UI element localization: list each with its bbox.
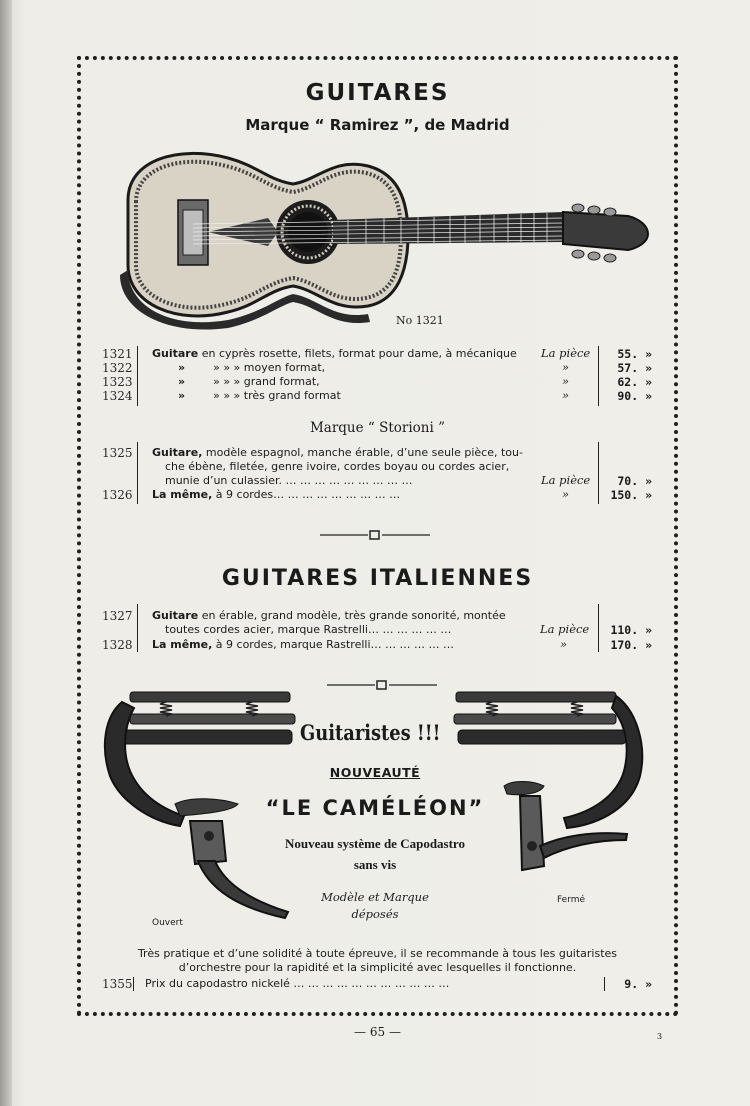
item-unit-1328: » — [560, 637, 568, 651]
capo-product-name: “LE CAMÉLÉON” — [265, 796, 485, 820]
item-description-1325-line1: Guitare, modèle espagnol, manche érable, d’une seule pièce, tou- — [152, 446, 523, 459]
item-price-1321: 55. » — [617, 347, 652, 361]
item-number-1324: 1324 — [102, 389, 133, 403]
item-description-1321: Guitare en cyprès rosette, filets, format pour dame, à mécanique — [152, 347, 517, 360]
item-unit-1323: » — [562, 374, 570, 388]
number-column-divider-3 — [137, 604, 138, 652]
item-number-1328: 1328 — [102, 638, 133, 652]
item-price-1327: 110. » — [610, 623, 652, 637]
section-subtitle-ramirez: Marque “ Ramirez ”, de Madrid — [245, 116, 510, 134]
capo-open-label: Ouvert — [152, 918, 183, 928]
capo-model-line2: déposés — [351, 907, 399, 921]
item-number-1323: 1323 — [102, 375, 133, 389]
section-title-guitares: GUITARES — [305, 80, 450, 106]
item-unit-1326: » — [562, 487, 570, 501]
number-column-divider-4 — [133, 977, 134, 991]
item-price-1323: 62. » — [617, 375, 652, 389]
ornament-divider — [320, 530, 430, 540]
capo-heading: Guitaristes !!! — [300, 720, 441, 745]
number-column-divider — [137, 346, 138, 406]
item-price-1328: 170. » — [610, 638, 652, 652]
item-unit-1327: La pièce — [540, 622, 590, 636]
capo-paragraph-line2: d’orchestre pour la rapidité et la simplicité avec lesquelles il fonctionne. — [178, 961, 577, 974]
corner-mark: 3 — [657, 1032, 663, 1041]
item-price-1324: 90. » — [617, 389, 652, 403]
item-number-1326: 1326 — [102, 488, 133, 502]
capo-description-line2: sans vis — [353, 857, 397, 872]
item-unit-1325: La pièce — [541, 473, 591, 487]
guitar-headstock — [563, 204, 648, 262]
capo-description-line1: Nouveau système de Capodastro — [285, 836, 465, 851]
price-column-divider-3 — [598, 604, 599, 652]
capo-paragraph-line1: Très pratique et d’une solidité à toute épreuve, il se recommande à tous les guitaristes — [137, 947, 618, 960]
price-column-divider — [598, 346, 599, 406]
item-number-1325: 1325 — [102, 446, 133, 460]
item-description-1327-line2: toutes cordes acier, marque Rastrelli… … … … … … — [165, 623, 452, 636]
item-description-1323: » » » » grand format, — [178, 375, 320, 388]
item-number-1321: 1321 — [102, 347, 133, 361]
section-subtitle-storioni: Marque “ Storioni ” — [309, 420, 446, 436]
item-price-1355: 9. » — [624, 977, 652, 991]
item-description-1324: » » » » très grand format — [178, 389, 341, 402]
price-column-divider-4 — [604, 977, 605, 991]
capo-closed-illustration — [452, 686, 652, 886]
ornament-divider-2 — [327, 680, 437, 690]
item-description-1327-line1: Guitare en érable, grand modèle, très grande sonorité, montée — [152, 609, 506, 622]
section-title-guitares-italiennes: GUITARES ITALIENNES — [221, 566, 534, 591]
item-unit-1322: » — [562, 360, 570, 374]
capo-nouveaute-label: NOUVEAUTÉ — [329, 765, 421, 780]
item-description-1326: La même, à 9 cordes… … … … … … … … … — [152, 488, 401, 501]
capo-closed-label: Fermé — [557, 895, 586, 905]
item-number-1322: 1322 — [102, 361, 133, 375]
item-description-1325-line3: munie d’un culassier. … … … … … … … … … — [165, 474, 413, 487]
item-unit-1324: » — [562, 388, 570, 402]
ramirez-guitar-illustration — [108, 140, 653, 335]
item-unit-1321: La pièce — [541, 346, 591, 360]
item-description-1355: Prix du capodastro nickelé … … … … … … … … … … … — [145, 977, 450, 990]
item-price-1326: 150. » — [610, 488, 652, 502]
number-column-divider-2 — [137, 442, 138, 504]
item-price-1325: 70. » — [617, 474, 652, 488]
item-description-1328: La même, à 9 cordes, marque Rastrelli… … … … … … — [152, 638, 454, 651]
price-column-divider-2 — [598, 442, 599, 504]
item-number-1327: 1327 — [102, 609, 133, 623]
item-number-1355: 1355 — [102, 977, 133, 991]
book-spine-shadow — [0, 0, 12, 1106]
capo-model-line1: Modèle et Marque — [321, 890, 429, 904]
item-price-1322: 57. » — [617, 361, 652, 375]
item-description-1322: » » » » moyen format, — [178, 361, 326, 374]
guitar-image-caption: No 1321 — [396, 314, 444, 327]
page-number: — 65 — — [354, 1025, 401, 1039]
item-description-1325-line2: che ébène, filetée, genre ivoire, cordes boyau ou cordes acier, — [165, 460, 510, 473]
